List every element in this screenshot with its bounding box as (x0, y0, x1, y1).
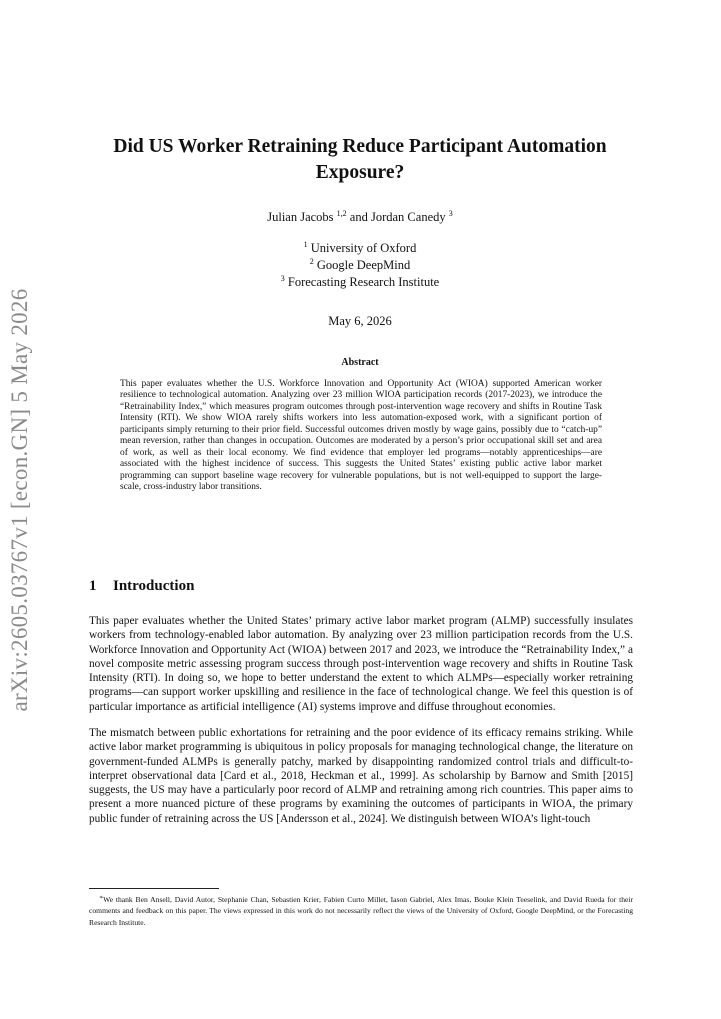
author-name: Julian Jacobs (267, 210, 334, 224)
author-line (90, 210, 630, 225)
footnote-divider (89, 888, 219, 889)
affiliation-name: Google DeepMind (316, 258, 411, 272)
section-heading (89, 578, 194, 595)
footnote-text: We thank Ben Ansell, David Autor, Stephanie Chan, Sebastien Krier, Fabien Curto Millet, Iason Gabriel, Alex Imas, Bouke Klein Teeselink, and David Rueda for their comments and feedback on this paper. The views expressed in this work do not necessarily reflect the views of the University of Oxford, Google DeepMind, or the Forecasting Research Institute. (89, 895, 633, 927)
affiliation-list (90, 240, 630, 291)
affiliation-name: Forecasting Research Institute (287, 275, 440, 289)
affiliation-number: 1 (303, 240, 308, 249)
section-number: 1 (89, 578, 97, 594)
body-paragraph: The mismatch between public exhortations for retraining and the poor evidence of its efficacy remains striking. While active labor market programming is ubiquitous in policy proposals for managing technological change, the literature on government-funded ALMPs is generally patchy, marked by disappointing randomized control trials and difficult-to-interpret observational data [Card et al., 2018, Heckman et al., 1999]. As scholarship by Barnow and Smith [2015] suggests, the US may have a particularly poor record of ALMP and retraining among rich countries. This paper aims to present a more nuanced picture of these programs by examining the outcomes of participants in WIOA, the primary public funder of retraining across the US [Andersson et al., 2024]. We distinguish between WIOA’s light-touch (89, 727, 633, 825)
affiliation-item (90, 274, 630, 291)
affiliation-number: 2 (309, 257, 314, 266)
arxiv-stamp-text: arXiv:2605.03767v1 [econ.GN] 5 May 2026 (7, 288, 32, 712)
abstract-text: This paper evaluates whether the U.S. Workforce Innovation and Opportunity Act (WIOA) supported American worker resilience to technological automation. Analyzing over 23 million WIOA participation records (2017-2023), we introduce the “Retrainability Index,” which measures program outcomes through post-intervention wage recovery and shifts in Routine Task Intensity (RTI). We show WIOA rarely shifts workers into less automation-exposed work, with a significant portion of participants simply returning to their prior field. Successful outcomes driven mostly by wage gains, possibly due to “catch-up” mean reversion, rather than changes in occupation. Outcomes are moderated by a person’s prior occupational skill set and area of work, as well as their local economy. We find evidence that employer led programs—notably apprenticeships—are associated with the highest incidence of success. This suggests the United States’ existing public active labor market programming can support baseline wage recovery for vulnerable populations, but is not well-equipped to support the large-scale, cross-industry labor transitions. (120, 379, 602, 493)
author-conjunction: and (349, 210, 368, 224)
footnote (89, 893, 633, 928)
publication-date: May 6, 2026 (328, 314, 392, 328)
affiliation-item (90, 257, 630, 274)
body-paragraph: This paper evaluates whether the United States’ primary active labor market program (ALMP) successfully insulates workers from technology-enabled labor automation. By analyzing over 23 million participation records from the U.S. Workforce Innovation and Opportunity Act (WIOA) between 2017 and 2023, we introduce the “Retrainability Index,” a novel composite metric assessing program success through post-intervention wage recovery and shifts in Routine Task Intensity (RTI). In doing so, we hope to better understand the extent to which ALMPs—especially worker retraining programs—can support worker upskilling and resilience in the face of technological change. We feel this question is of particular importance as artificial intelligence (AI) systems improve and diffuse throughout economies. (89, 615, 633, 713)
paper-title: Did US Worker Retraining Reduce Participant Automation Exposure? (113, 136, 607, 183)
author-affiliation-mark: 1,2 (336, 209, 347, 218)
affiliation-name: University of Oxford (310, 241, 417, 255)
affiliation-item (90, 240, 630, 257)
author-affiliation-mark: 3 (448, 209, 453, 218)
section-title: Introduction (113, 578, 195, 594)
affiliation-number: 3 (280, 274, 285, 283)
author-name: Jordan Canedy (370, 210, 446, 224)
footnote-mark: ∗ (99, 895, 104, 901)
abstract-heading: Abstract (341, 357, 379, 368)
